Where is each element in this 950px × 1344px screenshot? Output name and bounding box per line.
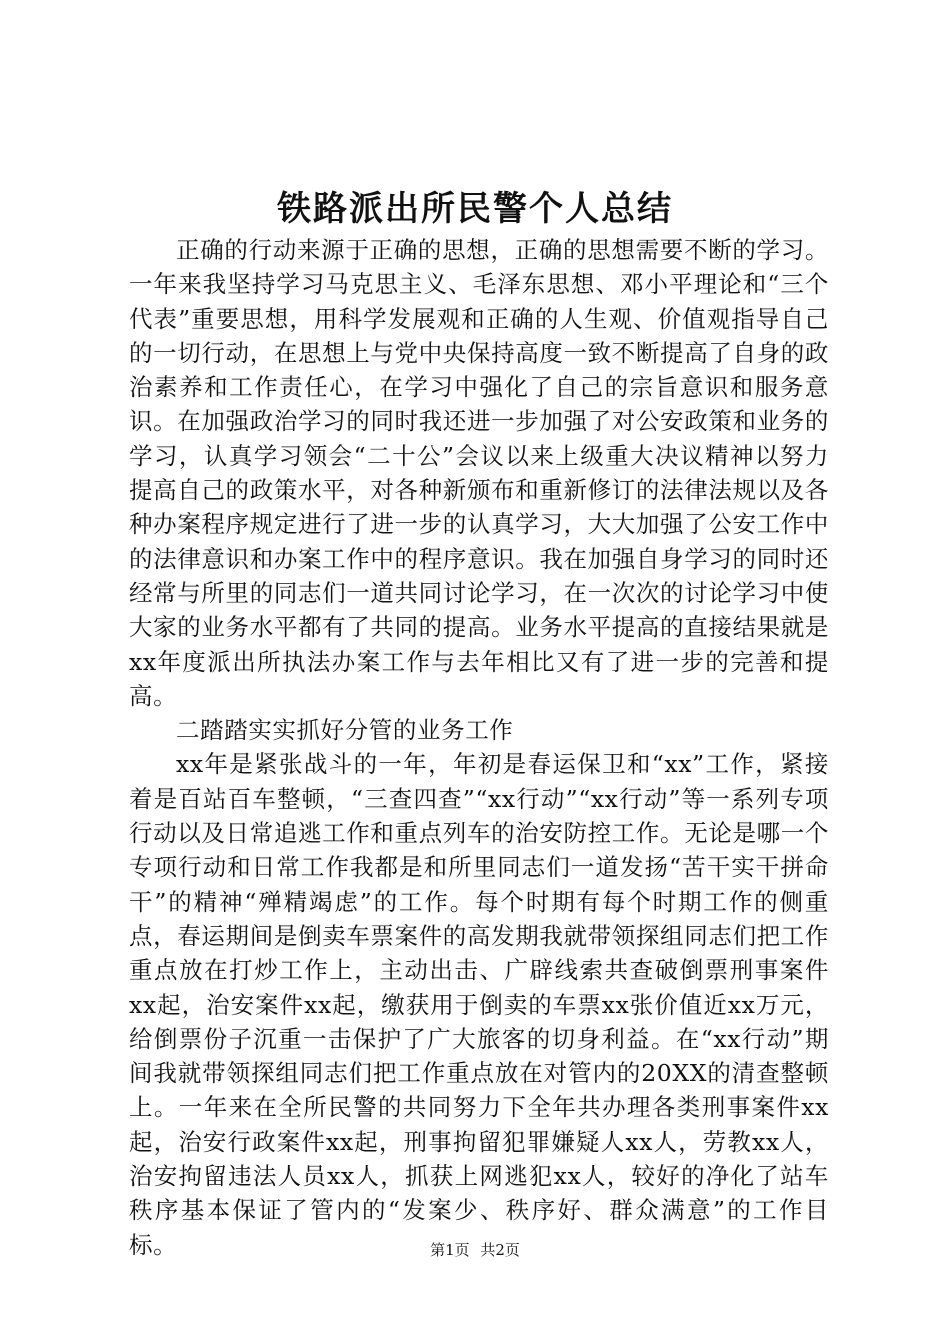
page-footer <box>0 1240 950 1260</box>
paragraph: 正确的行动来源于正确的思想，正确的思想需要不断的学习。一年来我坚持学习马克思主义、毛泽东思想、邓小平理论和“三个代表”重要思想，用科学发展观和正确的人生观、价值观指导自己的一切行动，在思想上与党中央保持高度一致不断提高了自身的政治素养和工作责任心，在学习中强化了自己的宗旨意识和服务意识。在加强政治学习的同时我还进一步加强了对公安政策和业务的学习，认真学习领会“二十公”会议以来上级重大决议精神以努力提高自己的政策水平，对各种新颁布和重新修订的法律法规以及各种办案程序规定进行了进一步的认真学习，大大加强了公安工作中的法律意识和办案工作中的程序意识。我在加强自身学习的同时还经常与所里的同志们一道共同讨论学习，在一次次的讨论学习中使大家的业务水平都有了共同的提高。业务水平提高的直接结果就是xx年度派出所执法办案工作与去年相比又有了进一步的完善和提高。 <box>129 236 829 710</box>
page-number: 第1页 <box>430 1241 470 1259</box>
paragraph: xx年是紧张战斗的一年，年初是春运保卫和“xx”工作，紧接着是百站百车整顿，“三查四查”“xx行动”“xx行动”等一系列专项行动以及日常追逃工作和重点列车的治安防控工作。无论是哪一个专项行动和日常工作我都是和所里同志们一道发扬“苦干实干拼命干”的精神“殚精竭虑”的工作。每个时期有每个时期工作的侧重点，春运期间是倒卖车票案件的高发期我就带领探组同志们把工作重点放在打炒工作上，主动出击、广辟线索共查破倒票刑事案件xx起，治安案件xx起，缴获用于倒卖的车票xx张价值近xx万元，给倒票份子沉重一击保护了广大旅客的切身利益。在“xx行动”期间我就带领探组同志们把工作重点放在对管内的20XX的清查整顿上。一年来在全所民警的共同努力下全年共办理各类刑事案件xx起，治安行政案件xx起，刑事拘留犯罪嫌疑人xx人，劳教xx人，治安拘留违法人员xx人，抓获上网逃犯xx人，较好的净化了站车秩序基本保证了管内的“发案少、秩序好、群众满意”的工作目标。 <box>129 750 829 1259</box>
page-total: 共2页 <box>480 1241 520 1259</box>
section-heading: 二踏踏实实抓好分管的业务工作 <box>176 716 514 745</box>
document-title: 铁路派出所民警个人总结 <box>277 189 673 229</box>
document-body <box>129 233 829 1262</box>
